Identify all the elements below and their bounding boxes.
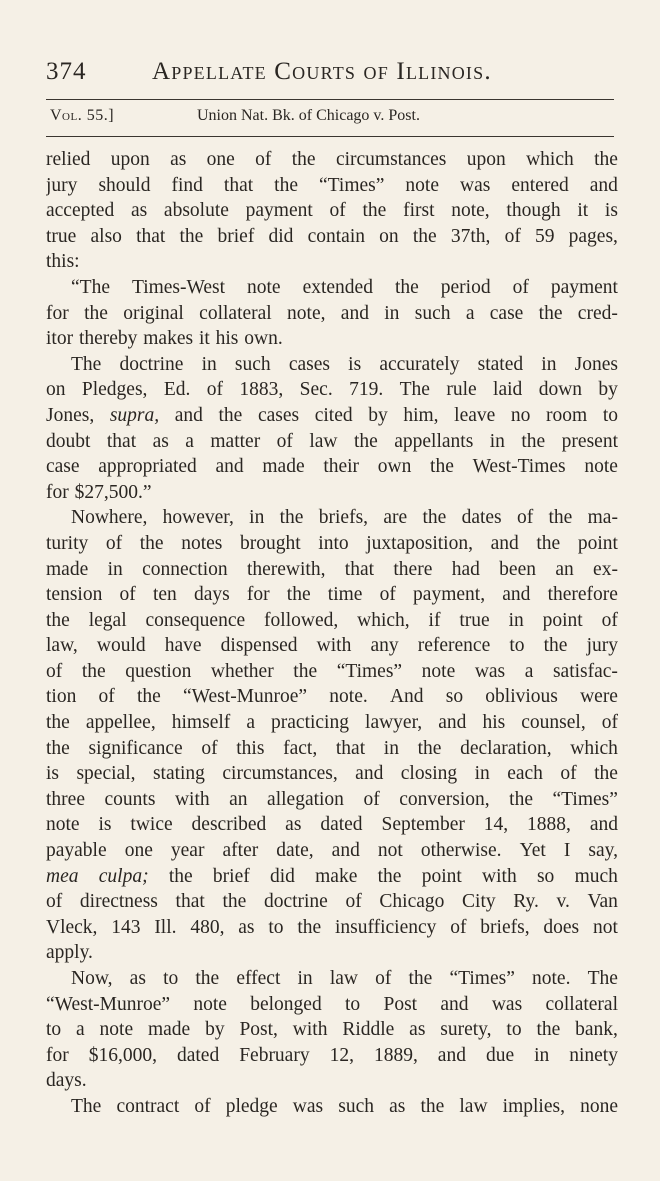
body-line: the significance of this fact, that in the declaration, which	[46, 737, 618, 759]
body-text	[46, 147, 618, 1120]
volume-label: Vol. 55.]	[50, 107, 115, 124]
body-line: Now, as to the effect in law of the “Times” note. The	[71, 968, 618, 989]
case-name: Union Nat. Bk. of Chicago v. Post.	[197, 107, 420, 124]
body-line: The contract of pledge was such as the law implies, none	[71, 1095, 618, 1117]
body-line: mea culpa; the brief did make the point with so much	[46, 865, 618, 887]
body-line: relied upon as one of the circumstances upon which the	[46, 149, 618, 170]
header-rule-top	[46, 99, 614, 100]
body-line: is special, stating circumstances, and closing in each of the	[46, 763, 618, 785]
body-line: true also that the brief did contain on the 37th, of 59 pages,	[46, 225, 618, 247]
body-line: doubt that as a matter of law the appellants in the present	[46, 430, 618, 452]
body-line: payable one year after date, and not otherwise. Yet I say,	[46, 840, 618, 862]
body-line: the appellee, himself a practicing lawyer, and his counsel, of	[46, 712, 618, 734]
body-line: for $27,500.”	[46, 481, 152, 503]
header-rule-bottom	[46, 136, 614, 137]
body-line: jury should find that the “Times” note was entered and	[46, 174, 618, 196]
body-line: this:	[46, 251, 80, 273]
body-line: to a note made by Post, with Riddle as surety, to the bank,	[46, 1019, 618, 1041]
running-title: Appellate Courts of Illinois.	[152, 58, 492, 85]
body-line: the legal consequence followed, which, if true in point of	[46, 609, 618, 631]
body-line: itor thereby makes it his own.	[46, 328, 283, 350]
body-line: The doctrine in such cases is accurately stated in Jones	[71, 353, 618, 375]
body-line: Nowhere, however, in the briefs, are the dates of the ma-	[71, 507, 618, 529]
body-line: Vleck, 143 Ill. 480, as to the insufficiency of briefs, does not	[46, 916, 618, 938]
body-line: tension of ten days for the time of payment, and therefore	[46, 584, 618, 606]
body-line: of directness that the doctrine of Chicago City Ry. v. Van	[46, 891, 618, 913]
body-line: for the original collateral note, and in such a case the cred-	[46, 302, 618, 324]
body-line: tion of the “West-Munroe” note. And so oblivious were	[46, 686, 618, 708]
body-line: “West-Munroe” note belonged to Post and was collateral	[46, 993, 618, 1015]
body-line: accepted as absolute payment of the first note, though it is	[46, 200, 618, 222]
body-line: on Pledges, Ed. of 1883, Sec. 719. The rule laid down by	[46, 379, 618, 401]
body-line: three counts with an allegation of conversion, the “Times”	[46, 788, 618, 810]
body-line: apply.	[46, 942, 93, 964]
body-line: turity of the notes brought into juxtaposition, and the point	[46, 532, 618, 554]
body-line: made in connection therewith, that there had been an ex-	[46, 558, 618, 580]
body-line: law, would have dispensed with any reference to the jury	[46, 635, 618, 657]
body-line: note is twice described as dated September 14, 1888, and	[46, 814, 618, 836]
body-line: case appropriated and made their own the West-Times note	[46, 456, 618, 478]
body-line: Jones, supra, and the cases cited by him, leave no room to	[46, 404, 618, 426]
body-line: days.	[46, 1070, 87, 1092]
case-caption	[50, 107, 610, 131]
body-line: for $16,000, dated February 12, 1889, and due in ninety	[46, 1044, 618, 1066]
body-line: “The Times-West note extended the period of payment	[71, 276, 618, 298]
running-head	[46, 58, 614, 92]
body-line: of the question whether the “Times” note was a satisfac-	[46, 660, 618, 682]
page-number: 374	[46, 58, 87, 85]
